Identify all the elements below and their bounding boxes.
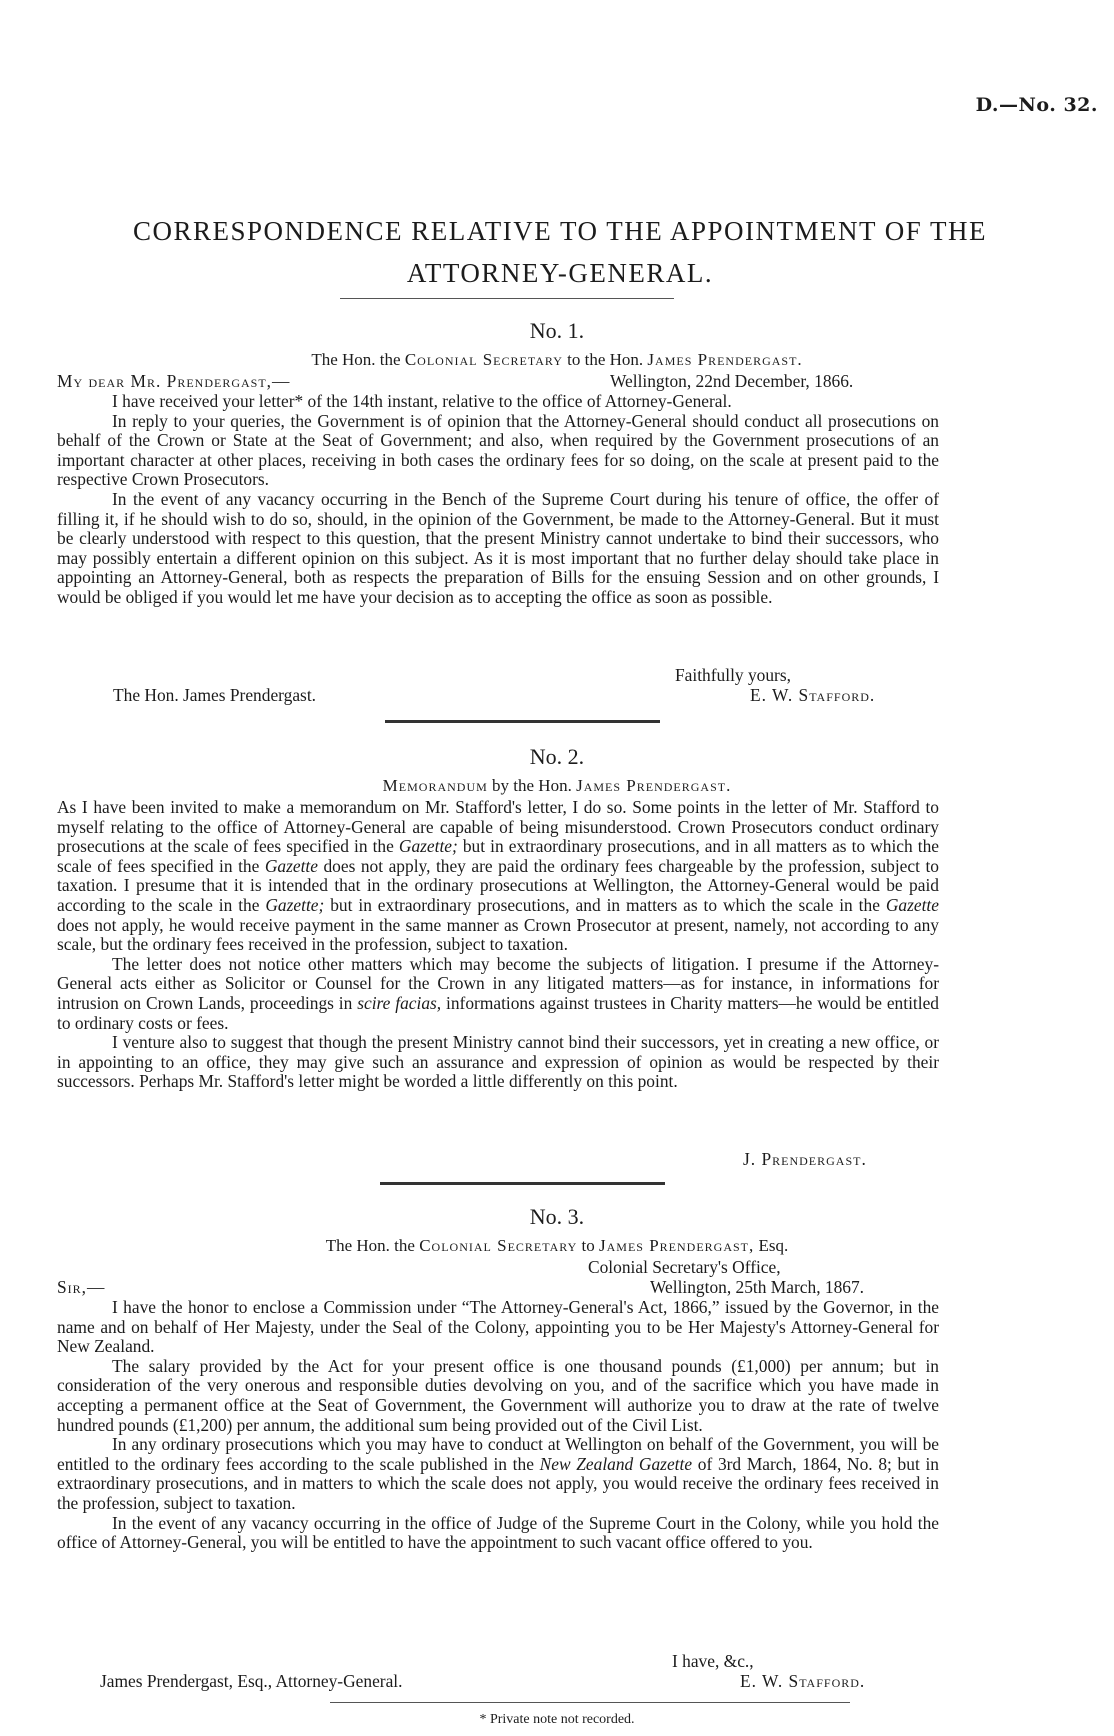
- letter-1-body: [57, 392, 939, 608]
- letter-3-paragraph: I have the honor to enclose a Commission under “The Attorney-General's Act, 1866,” issued by the Governor, in the name and on behalf of Her Majesty, under the Seal of the Colony, appointing you to be Her Majesty's Attorney-General for New Zealand.: [57, 1297, 939, 1357]
- title-rule: [340, 298, 674, 299]
- letter-1-addressee: The Hon. James Prendergast.: [113, 685, 317, 705]
- letter-3-office: Colonial Secretary's Office,: [588, 1257, 781, 1277]
- title-line-1: CORRESPONDENCE RELATIVE TO THE APPOINTMENT OF THE: [132, 216, 988, 246]
- letter-3-paragraph: In any ordinary prosecutions which you may have to conduct at Wellington on behalf of the Government, you will be entitled to the ordinary fees according to the scale published in the New Zealand Gazette of 3rd March, 1864, No. 8; but in extraordinary prosecutions, and in matters to which the scale does not apply, you would receive the ordinary fees received in the profession, subject to taxation.: [57, 1434, 940, 1513]
- document-title: [60, 210, 1060, 294]
- title-line-2: ATTORNEY-GENERAL.: [406, 258, 714, 288]
- letter-1-paragraph: I have received your letter* of the 14th instant, relative to the office of Attorney-General.: [112, 391, 732, 411]
- letter-1-dateline: Wellington, 22nd December, 1866.: [610, 371, 854, 391]
- letter-3-paragraph: The salary provided by the Act for your present office is one thousand pounds (£1,000) per annum; but in consideration of the very onerous and responsible duties devolving on you, and of the sacrifice which you have made in accepting a permanent office at the Seat of Government, the Government will authorize you to draw at the rate of twelve hundred pounds (£1,200) per annum, the additional sum being provided out of the Civil List.: [57, 1355, 939, 1435]
- letter-2-body: [57, 798, 939, 1092]
- letter-2-heading: Memorandum by the Hon. James Prendergast.: [382, 776, 732, 795]
- letter-3-body: [57, 1298, 939, 1553]
- letter-1-paragraph: In reply to your queries, the Government is of opinion that the Attorney-General should conduct all prosecutions on behalf of the Crown or State at the Seat of Government; and also, when required by the Government prosecutions of an important character at other places, receiving in both cases the ordinary fees for so doing, on the scale at present paid to the respective Crown Prosecutors.: [57, 410, 939, 490]
- letter-2-signature: J. Prendergast.: [743, 1149, 867, 1169]
- letter-1-signature: E. W. Stafford.: [750, 685, 876, 705]
- letter-3-signature: E. W. Stafford.: [740, 1671, 866, 1691]
- letter-1-salutation: My dear Mr. Prendergast,—: [57, 371, 291, 391]
- section-divider: [380, 1182, 665, 1185]
- letter-2-paragraph: As I have been invited to make a memorandum on Mr. Stafford's letter, I do so. Some points in the letter of Mr. Stafford to myself relating to the office of Attorney-General are capable of being misunderstood. Crown Prosecutors conduct ordinary prosecutions at the scale of fees specified in the Gazette; but in extraordinary prosecutions, and in all matters as to which the scale of fees specified in the Gazette does not apply, they are paid the ordinary fees chargeable by the profession, subject to taxation. I presume that it is intended that in the ordinary prosecutions at Wellington, the Attorney-General would be paid according to the scale in the Gazette; but in extraordinary prosecutions, and in matters as to which the scale in the Gazette does not apply, he would receive payment in the same manner as Crown Prosecutor at present, namely, not according to any scale, but the ordinary fees received in the profession, subject to taxation.: [57, 797, 939, 955]
- letter-2-number: No. 2.: [529, 744, 585, 769]
- footnote-rule: [330, 1702, 850, 1703]
- letter-3-salutation: Sir,—: [57, 1277, 106, 1297]
- footnote: * Private note not recorded.: [479, 1712, 635, 1727]
- letter-1-paragraph: In the event of any vacancy occurring in the Bench of the Supreme Court during his tenure of office, the offer of filling it, if he should wish to do so, should, in the opinion of the Government, be made to the Attorney-General. But it must be clearly understood with respect to this question, that the present Ministry cannot undertake to bind their successors, who may possibly entertain a different opinion on this subject. As it is most important that no further delay should take place in appointing an Attorney-General, both as respects the preparation of Bills for the ensuing Session and on other grounds, I would be obliged if you would let me have your decision as to accepting the office as soon as possible.: [57, 488, 939, 607]
- letter-1-heading: The Hon. the Colonial Secretary to the Hon. James Prendergast.: [311, 350, 803, 369]
- section-divider: [385, 720, 660, 723]
- letter-3-closing: I have, &c.,: [672, 1651, 754, 1671]
- letter-1-number: No. 1.: [529, 318, 585, 343]
- letter-3-addressee: James Prendergast, Esq., Attorney-General.: [100, 1671, 403, 1691]
- letter-3-heading: The Hon. the Colonial Secretary to James Prendergast, Esq.: [325, 1236, 789, 1255]
- letter-2-paragraph: I venture also to suggest that though the present Ministry cannot bind their successors, yet in creating a new office, or in appointing to an office, they may give such an assurance and expression of opinion as would be respected by their successors. Perhaps Mr. Stafford's letter might be worded a little differently on this point.: [57, 1032, 939, 1092]
- letter-3-dateline: Wellington, 25th March, 1867.: [650, 1277, 865, 1297]
- document-reference: D.—No. 32.: [975, 94, 1098, 116]
- letter-1-closing: Faithfully yours,: [675, 665, 791, 685]
- letter-3-paragraph: In the event of any vacancy occurring in the office of Judge of the Supreme Court in the Colony, while you hold the office of Attorney-General, you will be entitled to have the appointment to such vacant office offered to you.: [57, 1512, 939, 1553]
- letter-2-paragraph: The letter does not notice other matters which may become the subjects of litigation. I presume if the Attorney-General acts either as Solicitor or Counsel for the Crown in any litigated matters—as for instance, in informations for intrusion on Crown Lands, proceedings in scire facias, informations against trustees in Charity matters—he would be entitled to ordinary costs or fees.: [57, 953, 939, 1033]
- letter-3-number: No. 3.: [529, 1204, 585, 1229]
